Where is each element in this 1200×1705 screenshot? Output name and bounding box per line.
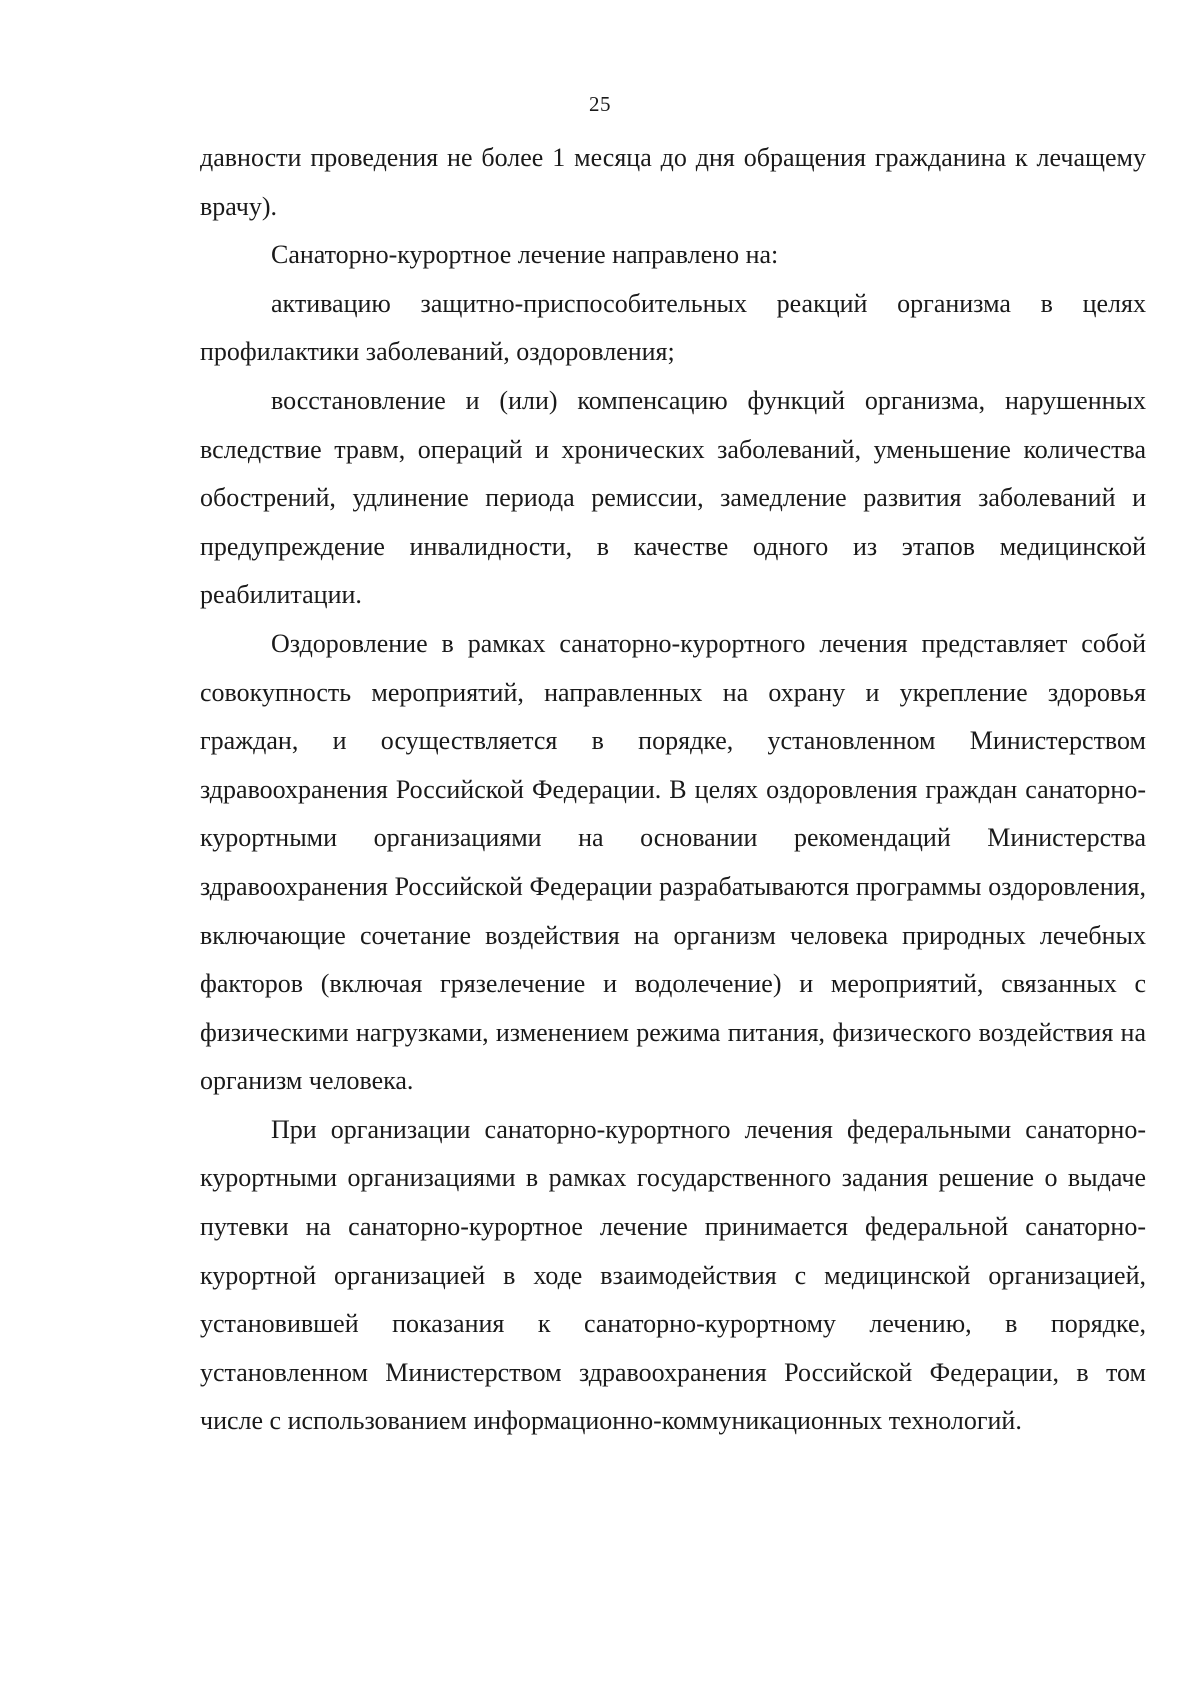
page-number: 25 (589, 92, 611, 116)
paragraph-list-item-restoration: восстановление и (или) компенсацию функций организма, нарушенных вследствие травм, операций и хронических заболеваний, уменьшение количества обострений, удлинение периода ремиссии, замедление развития заболеваний и предупреждение инвалидности, в качестве одного из этапов медицинской реабилитации. (200, 385, 1146, 610)
paragraph-intro: Санаторно-курортное лечение направлено на: (271, 240, 779, 270)
paragraph-health-improvement: Оздоровление в рамках санаторно-курортного лечения представляет собой совокупность мероприятий, направленных на охрану и укрепление здоровья граждан, и осуществляется в порядке, установленном Министерством здравоохранения Российской Федерации. В целях оздоровления граждан санаторно-курортными организациями на основании рекомендаций Министерства здравоохранения Российской Федерации разрабатываются программы оздоровления, включающие сочетание воздействия на организм человека природных лечебных факторов (включая грязелечение и водолечение) и мероприятий, связанных с физическими нагрузками, изменением режима питания, физического воздействия на организм человека. (200, 628, 1146, 1096)
paragraph-federal-organizations: При организации санаторно-курортного лечения федеральными санаторно-курортными организациями в рамках государственного задания решение о выдаче путевки на санаторно-курортное лечение принимается федеральной санаторно-курортной организацией в ходе взаимодействия с медицинской организацией, установившей показания к санаторно-курортному лечению, в порядке, установленном Министерством здравоохранения Российской Федерации, в том числе с использованием информационно-коммуникационных технологий. (200, 1114, 1146, 1436)
paragraph-list-item-activation: активацию защитно-приспособительных реакций организма в целях профилактики заболеваний, оздоровления; (200, 288, 1146, 367)
paragraph-continuation: давности проведения не более 1 месяца до дня обращения гражданина к лечащему врачу). (200, 143, 1146, 221)
document-body (200, 134, 1146, 1446)
